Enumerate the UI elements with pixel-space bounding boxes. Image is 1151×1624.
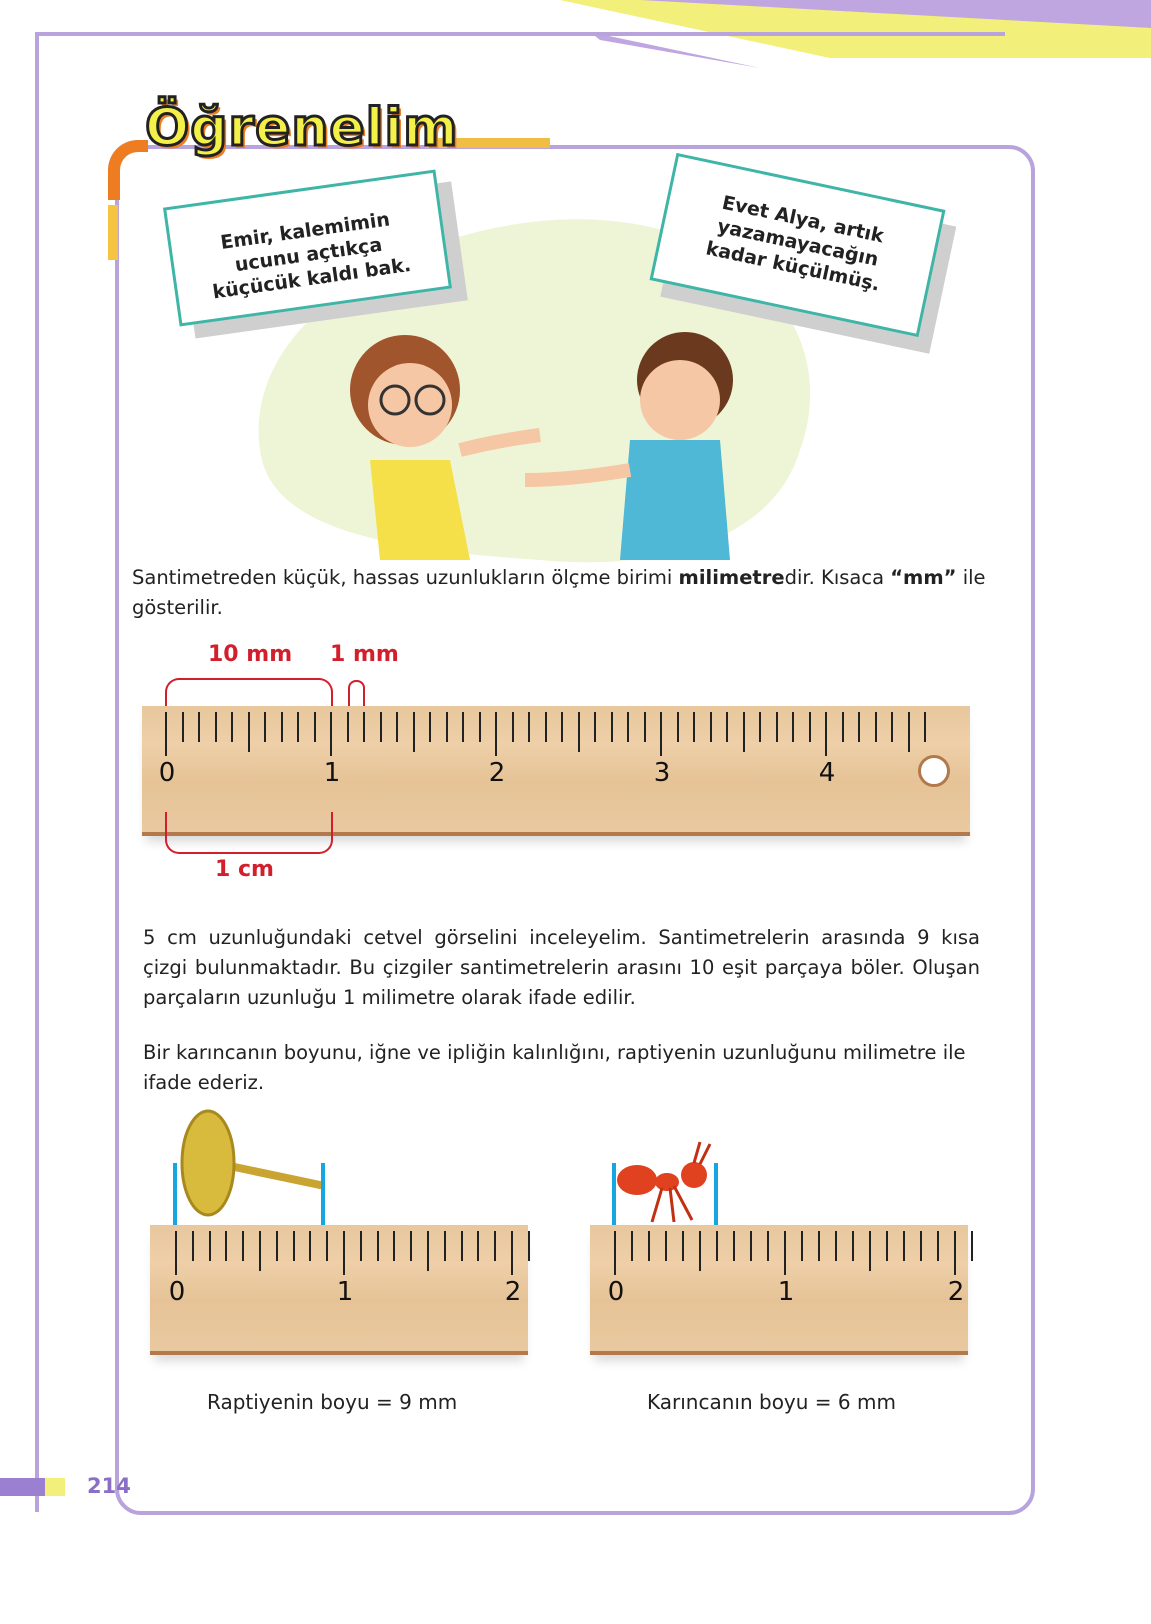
ruler-tick (759, 712, 761, 742)
ruler-tick (444, 1231, 446, 1261)
bracket-10mm (165, 678, 333, 706)
ruler-tick (512, 712, 514, 742)
ruler-label: 4 (818, 758, 836, 788)
footer-bar-yellow (45, 1478, 65, 1496)
ruler-tick (446, 712, 448, 742)
page-number: 214 (87, 1474, 131, 1498)
measure-start-marker (612, 1163, 616, 1225)
ruler-tick (396, 712, 398, 742)
ruler-tick (842, 712, 844, 742)
ruler-tick (682, 1231, 684, 1261)
ruler-tick (594, 712, 596, 742)
ruler-tick (784, 1231, 786, 1275)
ruler-tick (462, 712, 464, 742)
speech-text: Evet Alya, artık yazamayacağın kadar küçülmüş. (703, 191, 886, 296)
ruler-label: 2 (488, 758, 506, 788)
ruler-tick (869, 1231, 871, 1271)
ruler-label: 0 (158, 758, 176, 788)
section-title: Öğrenelim (145, 98, 459, 158)
ruler-tick (710, 712, 712, 742)
ruler-tick (611, 712, 613, 742)
ruler-label: 1 (323, 758, 341, 788)
ruler-tick (393, 1231, 395, 1261)
ruler-tick (528, 712, 530, 742)
ruler-tick (477, 1231, 479, 1261)
ruler-tick (461, 1231, 463, 1261)
ruler-tick (314, 712, 316, 742)
ruler-tick (875, 712, 877, 742)
ruler-tick (908, 712, 910, 752)
ruler-tick (937, 1231, 939, 1261)
ruler-tick (750, 1231, 752, 1261)
ruler-tick (743, 712, 745, 752)
ruler-tick (886, 1231, 888, 1261)
ruler-tick (954, 1231, 956, 1275)
ruler-tick (495, 712, 497, 756)
ant-ruler (590, 1225, 968, 1355)
ruler-tick (971, 1231, 973, 1261)
pushpin-ruler (150, 1225, 528, 1355)
ruler-tick (259, 1231, 261, 1271)
ruler-tick (192, 1231, 194, 1261)
ruler-tick (511, 1231, 513, 1275)
ruler-tick (693, 712, 695, 742)
ruler-tick (293, 1231, 295, 1261)
ruler-tick (776, 712, 778, 742)
ruler-tick (648, 1231, 650, 1261)
ruler-tick (665, 1231, 667, 1261)
ruler-tick (891, 712, 893, 742)
paragraph-2: Bir karıncanın boyunu, iğne ve ipliğin kalınlığını, raptiyenin uzunluğunu milimetre ile ifade ederiz. (143, 1041, 966, 1094)
ruler-tick (380, 712, 382, 742)
pushpin-caption: Raptiyenin boyu = 9 mm (207, 1390, 458, 1414)
footer-bar-purple (0, 1478, 45, 1496)
paragraph-1: 5 cm uzunluğundaki cetvel görselini inceleyelim. Santimetrelerin arasında 9 kısa çizgi bulunmaktadır. Bu çizgiler santimetrelerin arasını 10 eşit parçaya böler. Oluşan parçaların uzunluğu 1 milimetre olarak ifade edilir. (143, 926, 980, 1009)
ruler-tick (377, 1231, 379, 1261)
ruler-tick (330, 712, 332, 756)
ruler-tick (165, 712, 167, 756)
ruler-tick (858, 712, 860, 742)
ruler-tick (726, 712, 728, 742)
ruler-tick (248, 712, 250, 752)
ruler-tick (198, 712, 200, 742)
ruler-tick (627, 712, 629, 742)
ruler-tick (920, 1231, 922, 1261)
ruler-tick (835, 1231, 837, 1261)
measure-start-marker (173, 1163, 177, 1225)
ruler-tick (479, 712, 481, 742)
ruler-tick (175, 1231, 177, 1275)
ruler-tick (644, 712, 646, 742)
ruler-tick (699, 1231, 701, 1271)
measure-end-marker (321, 1163, 325, 1225)
title-accent (108, 205, 118, 260)
ruler-tick (852, 1231, 854, 1261)
ant-caption: Karıncanın boyu = 6 mm (647, 1390, 896, 1414)
bracket-1cm (165, 812, 333, 854)
ruler-tick (677, 712, 679, 742)
ruler-tick (231, 712, 233, 742)
ruler-tick (545, 712, 547, 742)
ruler-tick (427, 1231, 429, 1271)
ruler-tick (716, 1231, 718, 1261)
ruler-tick (363, 712, 365, 742)
ruler-tick (561, 712, 563, 742)
ruler-tick (528, 1231, 530, 1261)
intro-text: Santimetreden küçük, hassas uzunlukların ölçme birimi milimetredir. Kısaca “mm” ile gösterilir. (132, 566, 986, 619)
ruler-label: 2 (947, 1277, 965, 1307)
ruler-label: 0 (607, 1277, 625, 1307)
ruler-tick (631, 1231, 633, 1261)
ruler-tick (429, 712, 431, 742)
ruler-tick (733, 1231, 735, 1261)
ruler-tick (264, 712, 266, 742)
ruler-tick (818, 1231, 820, 1261)
ruler-tick (242, 1231, 244, 1261)
pushpin-image (170, 1105, 330, 1220)
ruler-tick (182, 712, 184, 742)
ruler-label: 2 (504, 1277, 522, 1307)
ruler-tick (281, 712, 283, 742)
ruler-tick (413, 712, 415, 752)
ruler-tick (326, 1231, 328, 1261)
ruler-tick (215, 712, 217, 742)
ruler-tick (809, 712, 811, 742)
ruler-label: 0 (168, 1277, 186, 1307)
ruler-label: 1 (777, 1277, 795, 1307)
ruler-tick (343, 1231, 345, 1275)
ruler-tick (410, 1231, 412, 1261)
measure-end-marker (714, 1163, 718, 1225)
ruler-label: 3 (653, 758, 671, 788)
label-1cm: 1 cm (215, 857, 274, 882)
ruler-tick (309, 1231, 311, 1261)
ruler-tick (360, 1231, 362, 1261)
ruler-tick (347, 712, 349, 742)
ruler-tick (578, 712, 580, 752)
ruler-tick (297, 712, 299, 742)
ruler-tick (660, 712, 662, 756)
ruler-tick (903, 1231, 905, 1261)
ruler-tick (276, 1231, 278, 1261)
ant-image (612, 1140, 722, 1225)
label-10mm: 10 mm (208, 642, 293, 667)
label-1mm: 1 mm (330, 642, 399, 667)
speech-text: Emir, kalemimin ucunu açtıkça küçücük kaldı bak. (211, 208, 413, 304)
ruler-tick (825, 712, 827, 756)
ruler-tick (225, 1231, 227, 1261)
bracket-1mm (348, 680, 365, 706)
ruler-tick (209, 1231, 211, 1261)
ruler-tick (792, 712, 794, 742)
ruler-tick (494, 1231, 496, 1261)
ruler-tick (801, 1231, 803, 1261)
ruler-tick (614, 1231, 616, 1275)
ruler-hole (918, 755, 950, 787)
ruler-tick (924, 712, 926, 742)
ruler-tick (767, 1231, 769, 1261)
ruler-label: 1 (336, 1277, 354, 1307)
